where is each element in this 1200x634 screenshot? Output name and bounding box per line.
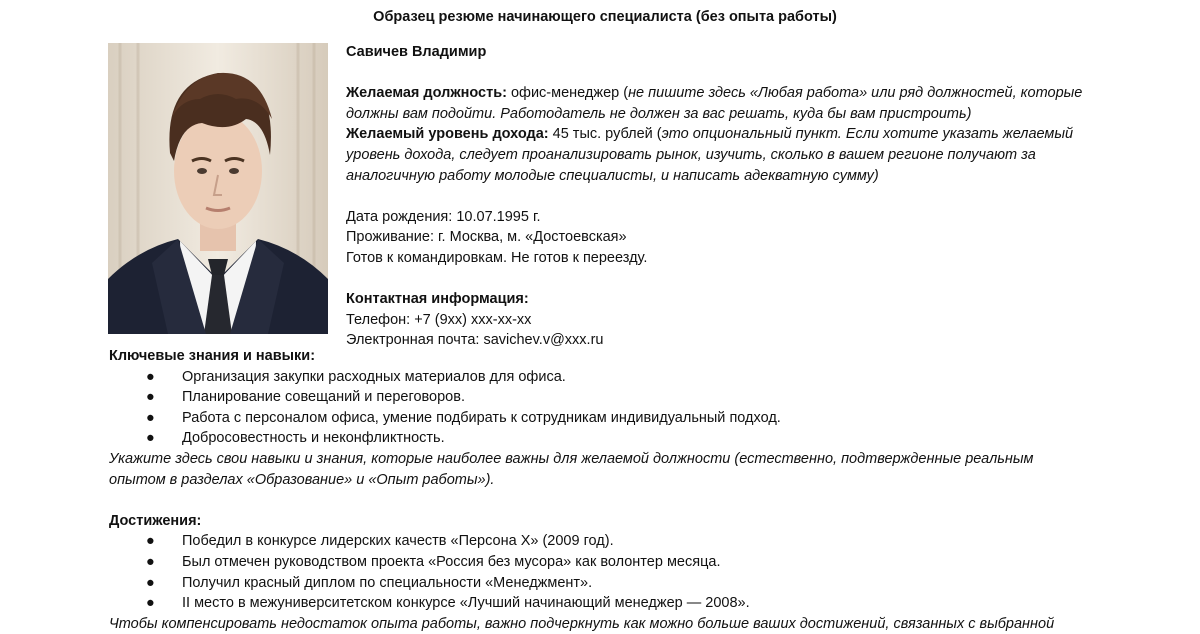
achievement-text: II место в межуниверситетском конкурсе «Лучший начинающий менеджер — 2008». [182,595,750,612]
contact-phone: Телефон: +7 (9xx) xxx-xx-xx [346,311,532,328]
personal-info-block [346,42,1106,351]
contacts-heading: Контактная информация: [346,291,529,308]
list-item [109,387,1109,408]
desired-income-label: Желаемый уровень дохода: [346,126,549,143]
portrait-image [108,43,328,334]
desired-income-hint-cont: уровень дохода, следует проанализировать рынок, изучить, сколько в вашем регионе получают за [346,146,1036,163]
desired-position-hint: не пишите здесь «Любая работа» или ряд должностей, которые [628,85,1083,102]
bullet-icon: ● [146,389,155,406]
person-name: Савичев Владимир [346,44,487,60]
list-item [109,408,1109,429]
desired-income-hint: это опциональный пункт. Если хотите указать желаемый [661,126,1074,143]
bullet-icon: ● [146,595,155,612]
list-item [109,552,1109,573]
desired-position-label: Желаемая должность: [346,85,507,102]
achievement-text: Был отмечен руководством проекта «Россия без мусора» как волонтер месяца. [182,553,721,570]
list-item [109,428,1109,449]
bullet-icon: ● [146,574,155,591]
skills-list [109,367,1109,449]
achievements-heading: Достижения: [109,512,202,529]
skill-text: Добросовестность и неконфликтность. [182,430,445,447]
resume-body [109,346,1109,634]
bullet-icon: ● [146,430,155,447]
skills-heading: Ключевые знания и навыки: [109,348,316,364]
spacer [346,63,1106,84]
bullet-icon: ● [146,533,155,550]
bullet-icon: ● [146,409,155,426]
profile-photo [108,43,328,334]
spacer [346,186,1106,207]
document-title: Образец резюме начинающего специалиста (без опыта работы) [373,9,837,25]
achievements-list [109,531,1109,613]
desired-position-hint-cont: должны вам подойти. Работодатель не должен за вас решать, куда бы вам пристроить) [346,105,972,122]
spacer [346,269,1106,290]
desired-position-value: офис-менеджер ( [506,85,629,102]
achievement-text: Победил в конкурсе лидерских качеств «Персона X» (2009 год). [182,533,614,550]
achievement-text: Получил красный диплом по специальности «Менеджмент». [182,574,593,591]
travel-readiness: Готов к командировкам. Не готов к переезду. [346,249,648,266]
contact-email: Электронная почта: savichev.v@xxx.ru [346,332,604,349]
achievements-note: Чтобы компенсировать недостаток опыта работы, важно подчеркнуть как можно больше ваших достижений, связанных с выбранной [109,615,1055,632]
bullet-icon: ● [146,553,155,570]
list-item [109,593,1109,614]
spacer [109,490,1109,511]
desired-income-hint-end: аналогичную работу молодые специалисты, и написать адекватную сумму) [346,167,879,184]
skill-text: Работа с персоналом офиса, умение подбирать к сотрудникам индивидуальный подход. [182,409,781,426]
desired-income [346,124,1106,145]
bullet-icon: ● [146,368,155,385]
desired-position [346,83,1106,104]
residence: Проживание: г. Москва, м. «Достоевская» [346,229,627,246]
list-item [109,531,1109,552]
skills-note: Укажите здесь свои навыки и знания, которые наиболее важны для желаемой должности (естественно, подтвержденные реальным [109,450,1034,467]
list-item [109,367,1109,388]
desired-income-value: 45 тыс. рублей ( [548,126,662,143]
list-item [109,573,1109,594]
skills-note-cont: опытом в разделах «Образование» и «Опыт работы»). [109,471,495,488]
skill-text: Планирование совещаний и переговоров. [182,389,465,406]
birth-date: Дата рождения: 10.07.1995 г. [346,208,541,225]
skill-text: Организация закупки расходных материалов для офиса. [182,368,566,385]
